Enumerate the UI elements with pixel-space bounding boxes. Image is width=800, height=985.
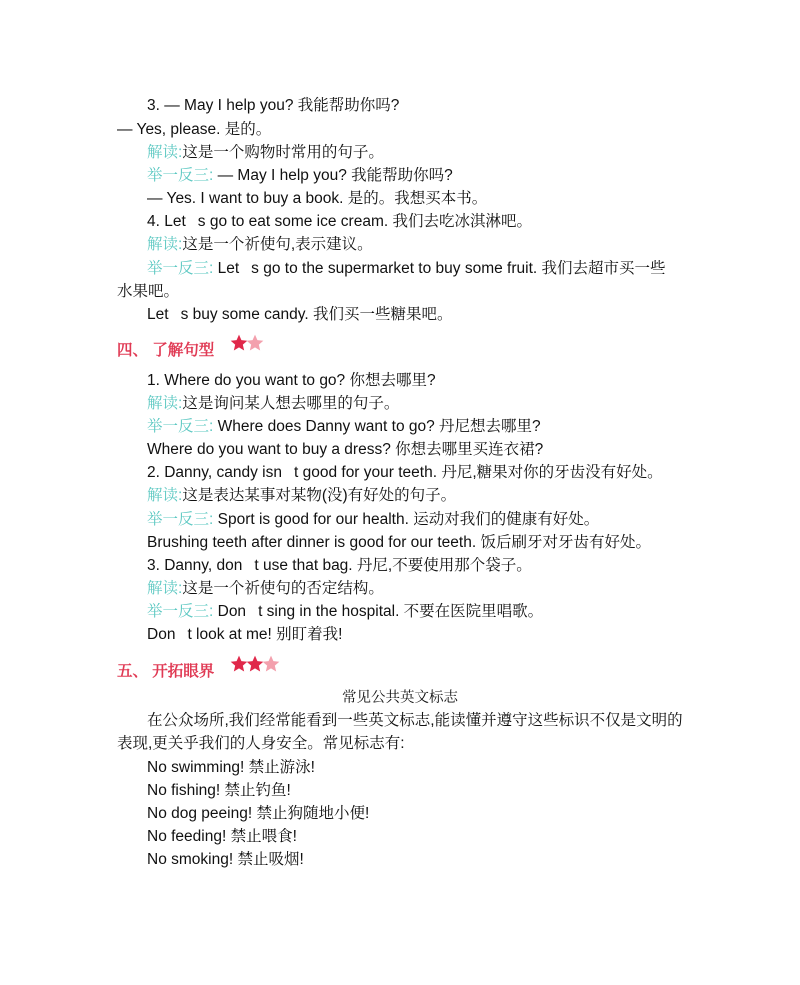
s4-item-1: 1. Where do you want to go? 你想去哪里? bbox=[147, 372, 436, 389]
item-3-explain: 解读:这是一个购物时常用的句子。 bbox=[147, 144, 384, 161]
item-3-answer: — Yes, please. 是的。 bbox=[117, 121, 272, 138]
star-half-icon bbox=[261, 654, 281, 674]
explain-label: 解读: bbox=[147, 580, 183, 597]
example-label: 举一反三: bbox=[147, 260, 214, 277]
item-3-question: 3. — May I help you? 我能帮助你吗? bbox=[147, 97, 400, 114]
star-half-icon bbox=[245, 333, 265, 353]
s4-item-2-example: 举一反三: Sport is good for our health. 运动对我们的健康有好处。 bbox=[147, 511, 600, 528]
s4-item-3-example-2: Don t look at me! 别盯着我! bbox=[147, 626, 343, 643]
example-label: 举一反三: bbox=[147, 418, 214, 435]
sign-item: No feeding! 禁止喂食! bbox=[147, 828, 297, 845]
s4-item-1-explain: 解读:这是询问某人想去哪里的句子。 bbox=[147, 395, 400, 412]
example-label: 举一反三: bbox=[147, 167, 214, 184]
item-4-example-cont: 水果吧。 bbox=[117, 283, 180, 300]
item-4-example: 举一反三: Let s go to the supermarket to buy some fruit. 我们去超市买一些 bbox=[147, 260, 666, 277]
section-5-paragraph-line-2: 表现,更关乎我们的人身安全。常见标志有: bbox=[117, 735, 405, 752]
sign-item: No smoking! 禁止吸烟! bbox=[147, 851, 304, 868]
s4-item-2-explain: 解读:这是表达某事对某物(没)有好处的句子。 bbox=[147, 487, 457, 504]
section-4-heading: 四、 了解句型 bbox=[117, 335, 265, 361]
item-4-explain: 解读:这是一个祈使句,表示建议。 bbox=[147, 236, 373, 253]
example-label: 举一反三: bbox=[147, 603, 214, 620]
sign-item: No fishing! 禁止钓鱼! bbox=[147, 782, 291, 799]
sign-item: No swimming! 禁止游泳! bbox=[147, 759, 315, 776]
s4-item-3-explain: 解读:这是一个祈使句的否定结构。 bbox=[147, 580, 384, 597]
item-3-example-answer: — Yes. I want to buy a book. 是的。我想买本书。 bbox=[147, 190, 488, 207]
s4-item-3: 3. Danny, don t use that bag. 丹尼,不要使用那个袋子。 bbox=[147, 557, 532, 574]
item-4-sentence: 4. Let s go to eat some ice cream. 我们去吃冰淇淋吧。 bbox=[147, 213, 532, 230]
s4-item-3-example: 举一反三: Don t sing in the hospital. 不要在医院里唱歌。 bbox=[147, 603, 544, 620]
explain-label: 解读: bbox=[147, 236, 183, 253]
sign-item: No dog peeing! 禁止狗随地小便! bbox=[147, 805, 370, 822]
section-5-heading: 五、 开拓眼界 bbox=[117, 656, 281, 682]
item-3-example: 举一反三: — May I help you? 我能帮助你吗? bbox=[147, 167, 453, 184]
s4-item-2-example-2: Brushing teeth after dinner is good for our teeth. 饭后刷牙对牙齿有好处。 bbox=[147, 534, 651, 551]
section-5-title: 常见公共英文标志 bbox=[342, 690, 458, 706]
s4-item-2: 2. Danny, candy isn t good for your teeth. 丹尼,糖果对你的牙齿没有好处。 bbox=[147, 464, 663, 481]
s4-item-1-example-2: Where do you want to buy a dress? 你想去哪里买连衣裙? bbox=[147, 441, 544, 458]
explain-label: 解读: bbox=[147, 487, 183, 504]
example-label: 举一反三: bbox=[147, 511, 214, 528]
section-5-paragraph-line-1: 在公众场所,我们经常能看到一些英文标志,能读懂并遵守这些标识不仅是文明的 bbox=[147, 712, 683, 729]
explain-label: 解读: bbox=[147, 144, 183, 161]
s4-item-1-example: 举一反三: Where does Danny want to go? 丹尼想去哪里? bbox=[147, 418, 541, 435]
explain-label: 解读: bbox=[147, 395, 183, 412]
item-4-example-2: Let s buy some candy. 我们买一些糖果吧。 bbox=[147, 306, 453, 323]
